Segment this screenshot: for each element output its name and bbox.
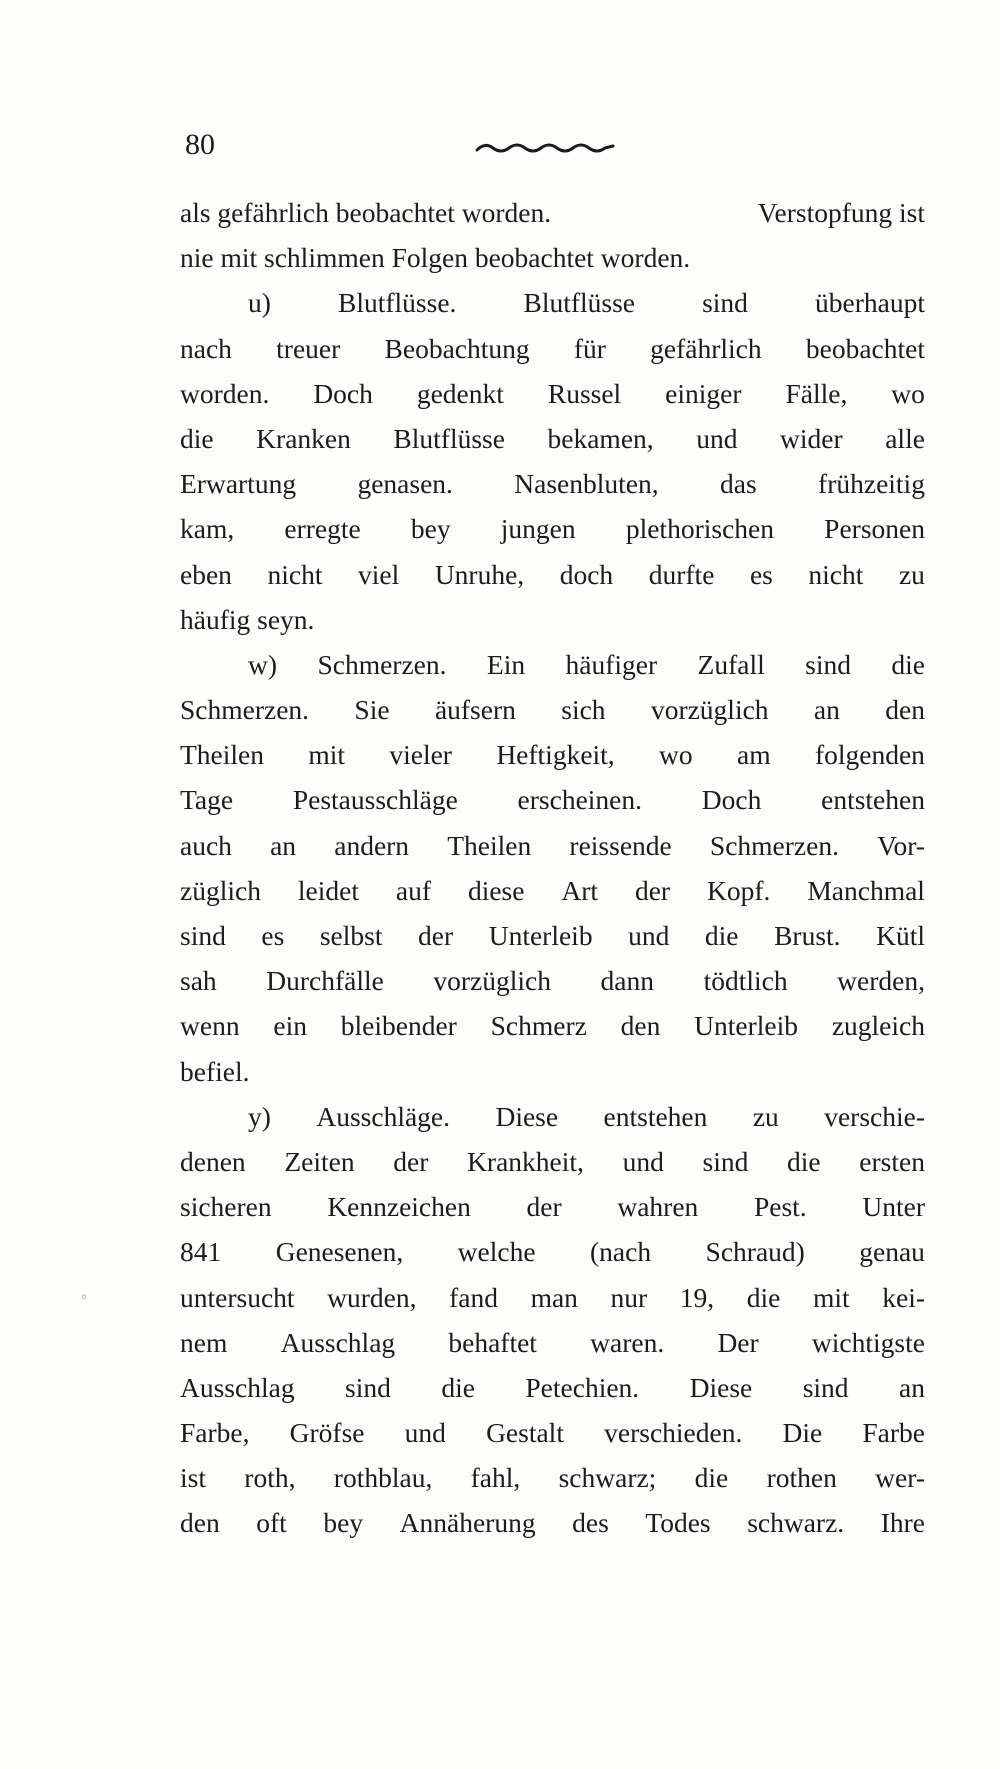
- text-line: [180, 687, 925, 732]
- page-header: [185, 128, 925, 168]
- text-segment: untersucht wurden, fand man nur 19, die mit kei-: [180, 1281, 925, 1313]
- text-line: [180, 371, 925, 416]
- text-segment: sind es selbst der Unterleib und die Brust. Kütl: [180, 920, 925, 951]
- text-line: [180, 597, 925, 642]
- text-line: [180, 732, 925, 777]
- text-line: [180, 1275, 925, 1320]
- page-number: 80: [185, 128, 215, 161]
- text-segment: auch an andern Theilen reissende Schmerzen. Vor-: [180, 829, 925, 861]
- text-line: [180, 326, 925, 371]
- text-segment: sicheren Kennzeichen der wahren Pest. Unter: [180, 1191, 925, 1223]
- text-segment: Ausschlag sind die Petechien. Diese sind an: [180, 1371, 925, 1403]
- text-segment: Farbe, Gröfse und Gestalt verschieden. Die Farbe: [180, 1417, 925, 1449]
- text-segment: Tage Pestausschläge erscheinen. Doch entstehen: [180, 784, 925, 816]
- text-segment: Schmerzen. Sie äufsern sich vorzüglich an den: [180, 694, 925, 726]
- text-line: [180, 777, 925, 822]
- text-line: [180, 1410, 925, 1455]
- text-line: [180, 1139, 925, 1184]
- text-segment: befiel.: [180, 1055, 250, 1087]
- text-segment: Theilen mit vieler Heftigkeit, wo am folgenden: [180, 739, 925, 771]
- text-segment: 841 Genesenen, welche (nach Schraud) genau: [180, 1236, 925, 1268]
- text-segment: den oft bey Annäherung des Todes schwarz. Ihre: [180, 1507, 925, 1539]
- text-segment: w) Schmerzen. Ein häufiger Zufall sind die: [248, 648, 925, 680]
- text-segment: sah Durchfälle vorzüglich dann tödtlich werden,: [180, 965, 925, 997]
- text-segment: nie mit schlimmen Folgen beobachtet worden.: [180, 242, 691, 274]
- text-line: [180, 913, 925, 958]
- text-segment: als gefährlich beobachtet worden.: [180, 197, 552, 228]
- text-line: [180, 642, 925, 687]
- margin-mark: ◦: [80, 1290, 89, 1306]
- body-text: [180, 190, 925, 1546]
- text-segment: ist roth, rothblau, fahl, schwarz; die rothen wer-: [180, 1462, 925, 1494]
- text-segment: züglich leidet auf diese Art der Kopf. Manchmal: [180, 874, 925, 906]
- text-segment: nem Ausschlag behaftet waren. Der wichtigste: [180, 1326, 925, 1358]
- text-segment: eben nicht viel Unruhe, doch durfte es nicht zu: [180, 558, 925, 590]
- text-line: [180, 1049, 925, 1094]
- text-line: [180, 461, 925, 506]
- text-line: [180, 1500, 925, 1545]
- text-segment: Verstopfung ist: [757, 197, 925, 228]
- text-segment: häufig seyn.: [180, 603, 315, 635]
- text-line: [180, 506, 925, 551]
- text-line: [180, 1094, 925, 1139]
- text-segment: wenn ein bleibender Schmerz den Unterleib zugleich: [180, 1010, 925, 1042]
- text-line: [180, 1320, 925, 1365]
- text-line: [180, 1184, 925, 1229]
- text-segment: die Kranken Blutflüsse bekamen, und wider alle: [180, 422, 925, 454]
- text-segment: nach treuer Beobachtung für gefährlich beobachtet: [180, 332, 925, 364]
- text-line: [180, 552, 925, 597]
- text-segment: Erwartung genasen. Nasenbluten, das frühzeitig: [180, 468, 925, 500]
- text-segment: kam, erregte bey jungen plethorischen Personen: [180, 513, 925, 545]
- text-line: [180, 868, 925, 913]
- text-line: [180, 280, 925, 325]
- text-line: [180, 1455, 925, 1500]
- text-segment: u) Blutflüsse. Blutflüsse sind überhaupt: [248, 287, 925, 319]
- text-line: [180, 190, 925, 235]
- text-line: [180, 823, 925, 868]
- text-segment: worden. Doch gedenkt Russel einiger Fälle, wo: [180, 377, 925, 409]
- text-line: [180, 235, 925, 280]
- text-line: [180, 1365, 925, 1410]
- text-line: [180, 1229, 925, 1274]
- text-segment: denen Zeiten der Krankheit, und sind die ersten: [180, 1145, 925, 1177]
- text-segment: y) Ausschläge. Diese entstehen zu verschie-: [248, 1100, 925, 1132]
- ornament-rule-icon: [475, 136, 615, 158]
- text-line: [180, 1003, 925, 1048]
- text-line: [180, 958, 925, 1003]
- text-line: [180, 416, 925, 461]
